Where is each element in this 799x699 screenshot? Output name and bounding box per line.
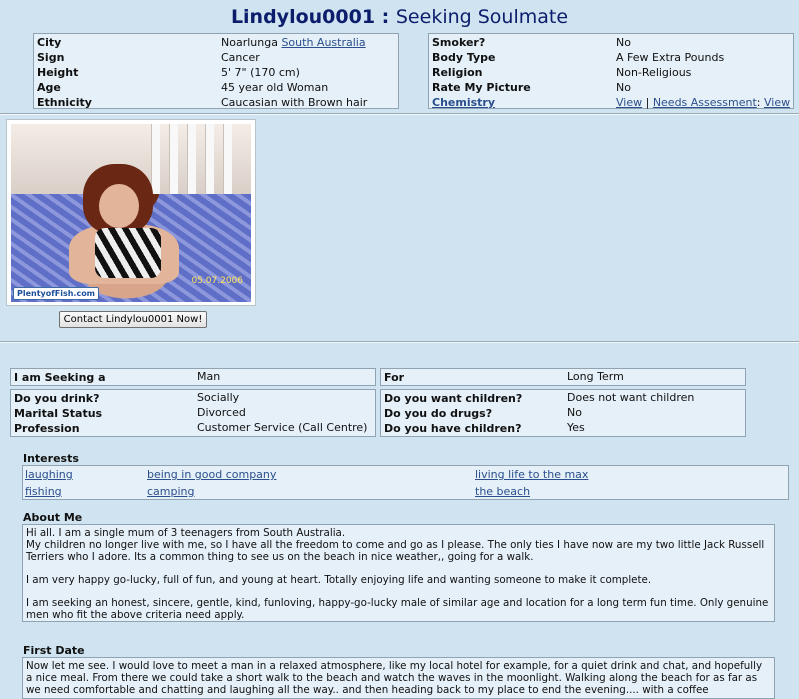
needs-assessment-view-link[interactable]: View [763,96,791,109]
detail-label: City [37,36,62,49]
detail-row-sign [34,51,398,66]
chemistry-view-link[interactable]: View [616,96,643,109]
photo-person-face [99,184,139,228]
first-date-text-box [22,657,775,699]
for-label: For [384,371,405,384]
habit-value: Yes [567,421,585,434]
plentyoffish-logo: PlentyofFish.com [13,287,99,300]
habit-label: Marital Status [14,407,103,420]
habit-value: Does not want children [567,391,695,404]
habits-left-panel [10,389,376,437]
detail-label: Rate My Picture [432,81,531,94]
chemistry-link[interactable]: Chemistry [432,96,495,109]
habit-label: Do you do drugs? [384,407,493,420]
for-value: Long Term [567,370,624,383]
detail-row-smoker [429,36,793,51]
detail-value [221,36,366,49]
interest-link[interactable]: being in good company [147,468,277,481]
detail-value: Cancer [221,51,260,64]
first-date-paragraph: Now let me see. I would love to meet a man in a relaxed atmosphere, like my local hotel for example, for a quiet drink and chat, and hopefully a nice meal. From there we could take a short walk to the beach and watch the waves in the moonlight. Walking along the beach for as far as we need comfortable and chatting and laughing all the way.. and then heading back to my place to end the evening.... with a coffee [26,660,763,696]
profile-photo[interactable] [11,124,251,302]
photo-bed-rail [205,124,214,194]
profile-header [0,0,799,34]
seeking-right-panel [380,368,746,386]
interest-link[interactable]: living life to the max [475,468,589,481]
photo-bed-rail [187,124,196,194]
photo-person-top [95,228,161,278]
detail-value: A Few Extra Pounds [616,51,725,64]
chemistry-actions [616,96,790,109]
photo-date-stamp: 05.07.2006 [191,276,243,286]
interest-link[interactable]: fishing [25,485,62,498]
photo-bed-rail [223,124,232,194]
detail-label: Smoker? [432,36,486,49]
seeking-value: Man [197,370,221,383]
chemistry-divider: | [642,96,653,109]
detail-row-body-type [429,51,793,66]
habit-value: Socially [197,391,240,404]
photo-bed-rail [151,124,160,194]
needs-assessment-colon: : [756,96,764,109]
detail-row-ethnicity [34,96,398,111]
habit-value: No [567,406,582,419]
region-link[interactable]: South Australia [281,36,366,49]
divider [0,341,799,343]
interest-link[interactable]: laughing [25,468,73,481]
interest-link[interactable]: the beach [475,485,531,498]
habit-value: Customer Service (Call Centre) [197,421,368,434]
about-paragraph: Hi all. I am a single mum of 3 teenagers from South Australia. [26,527,346,539]
interests-panel [22,465,789,500]
detail-label: Age [37,81,61,94]
details-right-panel [428,33,794,109]
detail-value: No [616,36,631,49]
detail-label: Ethnicity [37,96,92,109]
profile-photo-frame [6,119,256,306]
habit-label: Do you have children? [384,422,522,435]
about-paragraph: My children no longer live with me, so I have all the freedom to come and go as I please. The only ties I have now are my two little Jack Russell Terriers who I adore. Its a common thing to see us on the beach in nice weather,, going for a walk. [26,539,765,563]
interests-title: Interests [23,452,79,465]
interest-link[interactable]: camping [147,485,195,498]
detail-value: No [616,81,631,94]
detail-row-chemistry [429,96,793,111]
first-date-title: First Date [23,644,85,657]
seeking-left-panel [10,368,376,386]
header-separator: : [375,6,396,28]
detail-row-height [34,66,398,81]
detail-value: 45 year old Woman [221,81,329,94]
seeking-label: I am Seeking a [14,371,106,384]
habit-label: Profession [14,422,80,435]
habit-value: Divorced [197,406,246,419]
photo-bed-rail [169,124,178,194]
about-title: About Me [23,511,83,524]
detail-value: 5' 7" (170 cm) [221,66,300,79]
about-paragraph: I am very happy go-lucky, full of fun, and young at heart. Totally enjoying life and wanting someone to make it complete. [26,574,652,586]
detail-row-rate-picture [429,81,793,96]
needs-assessment-link[interactable]: Needs Assessment [652,96,757,109]
detail-label: Body Type [432,51,496,64]
contact-button[interactable]: Contact Lindylou0001 Now! [59,311,207,328]
habits-right-panel [380,389,746,437]
detail-label: Height [37,66,79,79]
detail-value: Caucasian with Brown hair [221,96,368,109]
city-value: Noarlunga [221,36,278,49]
divider [0,113,799,115]
detail-label: Sign [37,51,65,64]
about-paragraph: I am seeking an honest, sincere, gentle, kind, funloving, happy-go-lucky male of similar age and location for a long term fun time. Only genuine men who fit the above criteria need apply. [26,597,769,621]
habit-label: Do you drink? [14,392,100,405]
details-left-panel [33,33,399,109]
detail-row-city [34,36,398,51]
profile-headline: Seeking Soulmate [395,6,569,28]
detail-row-religion [429,66,793,81]
detail-label: Religion [432,66,483,79]
habit-label: Do you want children? [384,392,523,405]
detail-row-age [34,81,398,96]
profile-username: Lindylou0001 [230,6,376,28]
detail-value: Non-Religious [616,66,692,79]
about-text-box [22,524,775,622]
